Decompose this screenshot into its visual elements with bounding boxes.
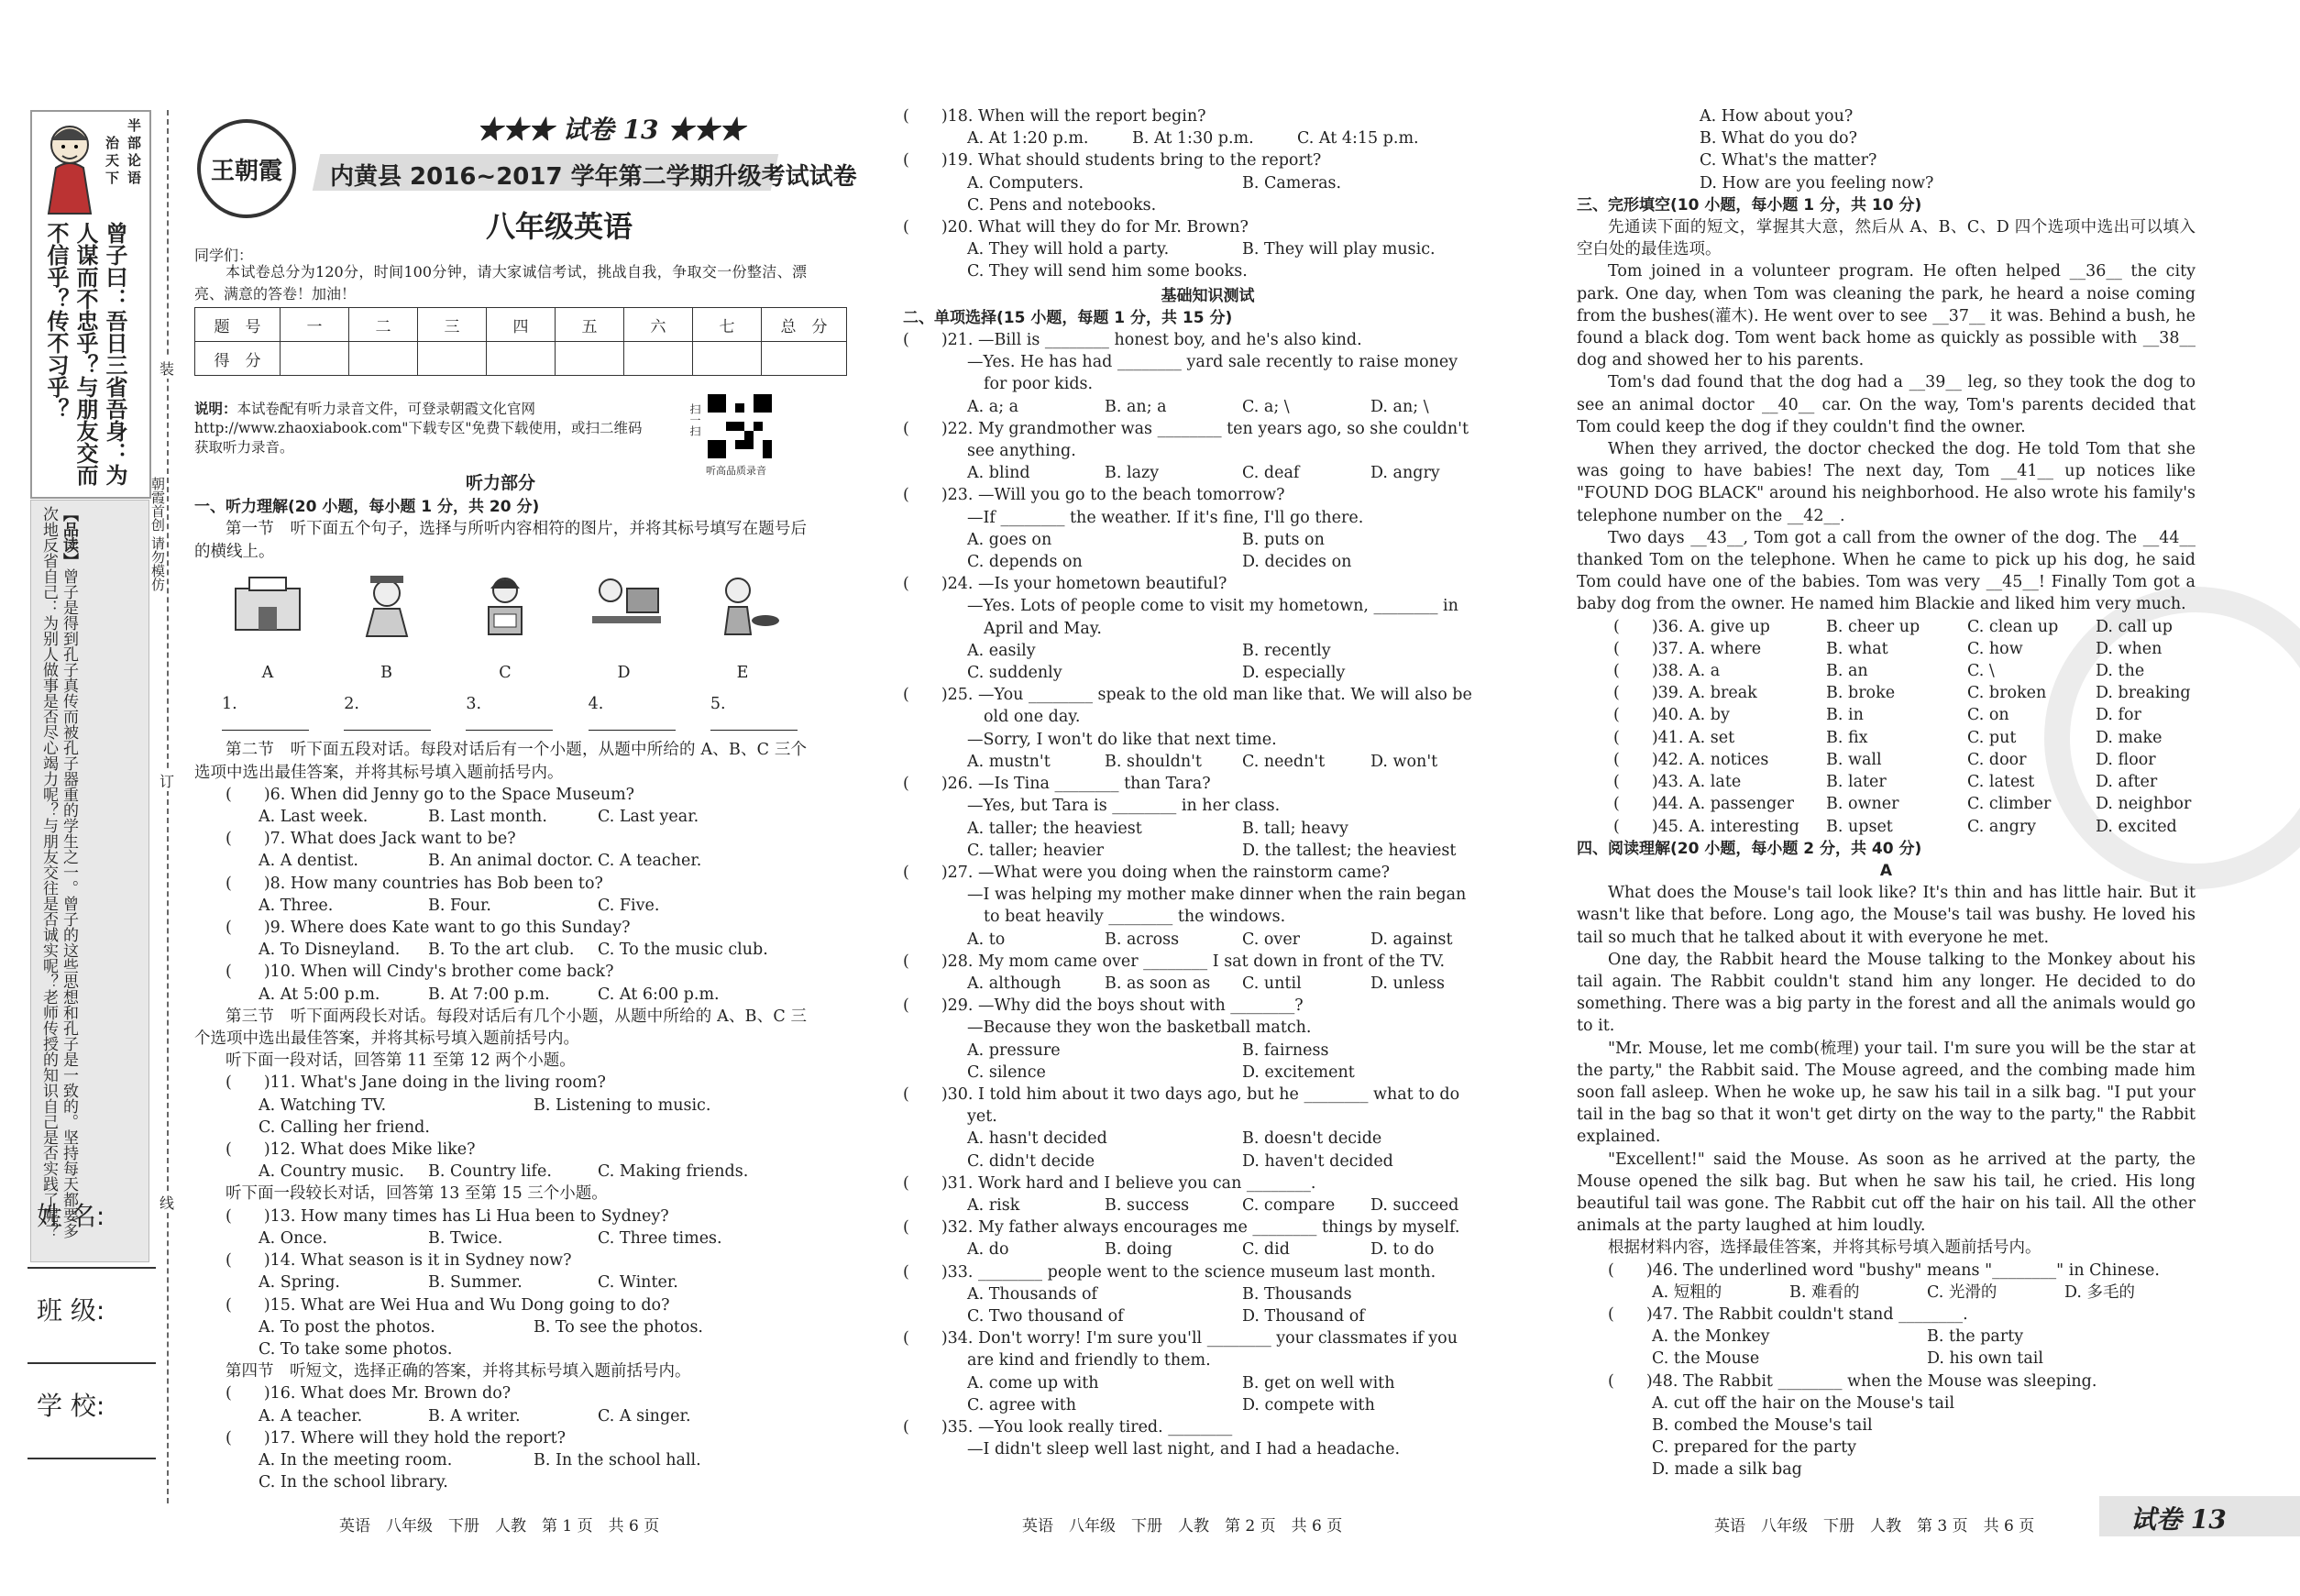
option-row: A. They will hold a party. B. They will play music. [967,240,1436,259]
option-row: A. A teacher. B. A writer. C. A singer. [259,1406,691,1425]
option-row: A. come up with B. get on well with [967,1373,1395,1392]
paper-number: ★★★ 试卷 13 ★★★ [477,115,745,145]
score-header-cell: 二 [349,308,418,342]
logo-text: 王朝霞 [210,157,282,185]
question-text: ( )17. Where will they hold the report? [226,1428,567,1447]
school-label: 学 校: [37,1391,105,1421]
question-text: —Yes. Lots of people come to visit my hometown, ________ in [967,597,1458,616]
part3-instruction: 第三节 听下面两段长对话。每段对话后有几个小题，从题中所给的 A、B、C 三个选项中选出最佳答案，并将其标号填入题前括号内。 [194,1007,807,1049]
note-body: 本试卷配有听力录音文件，可登录朝霞文化官网 http://www.zhaoxiabook.com"下载专区"免费下载使用，或扫二维码获取听力录音。 [194,401,643,456]
option-row: A. blind B. lazy C. deaf D. angry [967,464,1440,483]
name-label: 姓 名: [37,1201,105,1231]
question-text: ( )11. What's Jane doing in the living room? [226,1073,606,1093]
score-row [195,342,847,376]
pic-label: B [380,663,392,682]
picture-a [222,570,314,662]
question-text: ( )23. —Will you go to the beach tomorrow? [903,486,1285,505]
option-row: C. suddenly D. especially [967,664,1346,683]
option-row: A. Three. B. Four. C. Five. [259,896,660,915]
option-row: D. made a silk bag [1652,1460,1802,1480]
picture-d [578,570,670,662]
question-text: ( )10. When will Cindy's brother come back? [226,963,614,982]
cloze-option-row: ( )45. A. interesting B. upset C. angry D. excited [1613,817,2177,836]
question-text: ( )33. ________ people went to the science museum last month. [903,1262,1436,1282]
page3-body [1577,105,2195,1481]
score-cell[interactable] [556,342,624,376]
sidebar-banner [30,110,151,499]
note-label: 说明： [194,400,237,417]
picture-labels [194,662,807,684]
pic-label: C [499,663,512,682]
picture-row [194,563,807,662]
reading-paragraph: One day, the Rabbit heard the Mouse talking to the Monkey about his tail again. The Rabbit couldn't stand him any longer. He decided to do something. There was a big party in the forest and all the animals would go to it. [1577,950,2195,1036]
qr-scan-label: 扫一扫 [688,403,701,436]
answer-blank[interactable] [466,715,553,731]
cloze-option-row: ( )38. A. a B. an C. \ D. the [1613,662,2145,681]
question-text: are kind and friendly to them. [967,1351,1211,1370]
cloze-option-row: ( )37. A. where B. what C. how D. when [1613,639,2162,658]
cinema-icon [226,570,309,634]
listening-title: 听力部分 [465,473,535,493]
option-row: C. In the school library. [259,1473,448,1492]
option-row: A. Once. B. Twice. C. Three times. [259,1228,722,1248]
option-row: A. 短粗的 B. 难看的 C. 光滑的 D. 多毛的 [1652,1282,2136,1302]
question-text: ( )21. —Bill is ________ honest boy, and he's also kind. [903,331,1362,350]
option-row: A. In the meeting room. B. In the school hall. [259,1450,701,1469]
score-cell[interactable] [281,342,349,376]
option-row: C. Pens and notebooks. [967,195,1157,215]
question-text: ( )22. My grandmother was ________ ten years ago, so she couldn't [903,419,1469,438]
question-text: ( )8. How many countries has Bob been to? [226,874,603,893]
section3-heading: 三、完形填空(10 小题，每小题 1 分，共 10 分) [1577,195,1922,215]
page1-footer: 英语 八年级 下册 人教 第 1 页 共 6 页 [339,1517,660,1535]
cloze-option-row: ( )42. A. notices B. wall C. door D. floor [1613,750,2156,769]
cloze-paragraph: Two days __43__, Tom got a call from the owner of the dog. The __44__ thanked Tom on the telephone. When he came to pick up his dog, he said Tom could have one of the babies. Tom was very __45__! Finally Tom got a baby dog from the owner. He named him Blackie and liked him very much. [1577,528,2195,614]
option-row: A. do B. doing C. did D. to do [967,1240,1435,1260]
page2-footer: 英语 八年级 下册 人教 第 2 页 共 6 页 [1022,1517,1343,1535]
option-row: A. Last week. B. Last month. C. Last year. [259,808,699,827]
option-row: A. Spring. B. Summer. C. Winter. [259,1273,678,1293]
option-row: C. depends on D. decides on [967,553,1352,572]
answer-blank[interactable] [344,715,431,731]
reading-paragraph: "Mr. Mouse, let me comb(梳理) your tail. I'm sure you will be the star at the party," the Rabbit said. The Mouse agreed, and the combing made him soon fall asleep. When he woke up, he saw his tail in a silk bag. "I put your tail in the bag so that it won't get dirty on the way to the party," the Rabbit explained. [1577,1039,2195,1147]
option-row: A. At 1:20 p.m. B. At 1:30 p.m. C. At 4:15 p.m. [967,129,1419,149]
score-header-cell: 一 [281,308,349,342]
option-row: C. They will send him some books. [967,262,1248,281]
question-text: for poor kids. [984,375,1094,394]
reading-paragraph: "Excellent!" said the Mouse. As soon as he arrived at the party, the Mouse opened the silk bag. But when he saw his tail, he cried. His long beautiful tail was gone. The Rabbit cut off the hair on his tail. All the other animals at the party laughed at him loudly. [1577,1150,2195,1236]
question-text: ( )9. Where does Kate want to go this Sunday? [226,919,631,938]
cloze-option-row: ( )36. A. give up B. cheer up C. clean up D. call up [1613,617,2173,636]
question-text: ( )26. —Is Tina ________ than Tara? [903,775,1211,794]
option-row: A. taller; the heaviest B. tall; heavy [967,819,1348,838]
score-header-cell: 总 分 [762,308,847,342]
question-text: ( )27. —What were you doing when the rainstorm came? [903,863,1391,882]
vertical-note: 朝霞首创 请勿模仿 [149,477,166,591]
sidebar-book-subtitle: 治天下 [105,135,120,186]
cloze-paragraph: When they arrived, the doctor checked the dog. He told Tom that she was going to have babies! The next day, Tom __41__ up notices like "FOUND DOG BLACK" around his neighborhood. He also wrote his family's telephone number on the __42__. [1577,440,2195,525]
cloze-option-row: ( )41. A. set B. fix C. put D. make [1613,728,2162,747]
option-row: B. What do you do? [1700,129,1857,149]
option-row: D. How are you feeling now? [1700,173,1934,193]
question-text: to beat heavily ________ the windows. [984,908,1286,927]
question-text: old one day. [984,708,1081,727]
binding-mark-3: 线 [160,1192,174,1213]
cloze-paragraph: Tom joined in a volunteer program. He often helped __36__ the city park. One day, when Tom was cleaning the park, he heard a noise coming from the bushes(灌木). He went over to see __37__ it was. Behind a bush, he found a black dog. Tom went back home as quickly as possible with __38__ dog and showed her to his parents. [1577,262,2195,370]
pindu-label: 【品读】 [60,506,78,568]
option-row: A. Country music. B. Country life. C. Making friends. [259,1162,749,1182]
option-row: A. although B. as soon as C. until D. unless [967,974,1445,993]
question-text: ( )6. When did Jenny go to the Space Museum? [226,785,635,804]
option-row: A. hasn't decided B. doesn't decide [967,1129,1382,1149]
cloze-option-row: ( )40. A. by B. in C. on D. for [1613,706,2141,725]
pic-label: A [261,663,274,682]
question-text: —Yes, but Tara is ________ in her class. [967,797,1281,816]
part3a-instruction: 听下面一段对话，回答第 11 至第 12 两个小题。 [226,1051,576,1071]
option-row: C. What's the matter? [1700,151,1877,171]
question-text: ( )13. How many times has Li Hua been to Sydney? [226,1206,669,1226]
option-row: C. agree with D. compete with [967,1395,1375,1414]
question-text: —If ________ the weather. If it's fine, I'll go there. [967,508,1364,527]
question-text: April and May. [984,619,1102,638]
pic-label: D [617,663,631,682]
page1-body [194,472,807,1493]
sidebar-book-title: 半部论语 [127,117,142,186]
exam-title: 内黄县 2016~2017 学年第二学期升级考试试卷 [330,163,857,191]
question-text: ( )30. I told him about it two days ago, but he ________ what to do [903,1084,1460,1104]
question-text: ( )48. The Rabbit ________ when the Mouse was sleeping. [1608,1371,2097,1391]
school-field[interactable] [28,1458,156,1459]
score-header-cell: 题 号 [195,308,281,342]
answer-blanks: 1. 2. 3. 4. 5. [194,684,807,739]
page2-body [903,105,1513,1460]
score-header-row [195,308,847,342]
option-row: C. Two thousand of D. Thousand of [967,1306,1365,1326]
score-cell[interactable] [762,342,847,376]
option-row: C. taller; heavier D. the tallest; the heaviest [967,841,1457,860]
question-text: ( )15. What are Wei Hua and Wu Dong going to do? [226,1295,670,1315]
score-cell[interactable] [624,342,693,376]
option-row: A. How about you? [1700,107,1854,126]
answer-blank[interactable] [710,715,798,731]
score-header-cell: 五 [556,308,624,342]
part3b-instruction: 听下面一段较长对话，回答第 13 至第 15 三个小题。 [226,1184,608,1204]
basic-title: 基础知识测试 [1161,286,1255,305]
part1-instruction: 第一节 听下面五个句子，选择与所听内容相符的图片，并将其标号填写在题号后的横线上。 [194,520,807,561]
cloze-option-row: ( )44. A. passenger B. owner C. climber D. neighbor [1613,795,2192,814]
option-row: A. Computers. B. Cameras. [967,173,1342,193]
binding-mark-1: 装 [160,358,174,379]
sidebar-pindu [30,500,149,1262]
confucius-figure-icon [38,117,102,218]
logo-circle [197,119,296,218]
option-row: A. To Disneyland. B. To the art club. C. To the music club. [259,941,768,960]
sidebar [28,110,151,1522]
binding-line [167,110,169,1503]
girl-reading-icon [468,570,542,639]
question-text: ( )34. Don't worry! I'm sure you'll ________ your classmates if you [903,1329,1458,1348]
option-row: A. Watching TV. B. Listening to music. [259,1095,711,1115]
cloze-paragraph: Tom's dad found that the dog had a __39__ leg, so they took the dog to see an animal doctor __40__ car. On the way, Tom's parents decided that Tom could keep the dog if they couldn't find the owner. [1577,373,2195,436]
section1-heading: 一、听力理解(20 小题，每小题 1 分，共 20 分) [194,498,540,517]
option-row: C. Calling her friend. [259,1117,430,1137]
reading-paragraph: What does the Mouse's tail look like? It's thin and has little hair. But it wasn't like that before. Long ago, the Mouse's tail was bushy. He loved his tail so much that he talked about it with everyone he met. [1577,884,2195,947]
part2-instruction: 第二节 听下面五段对话。每段对话后有一个小题，从题中所给的 A、B、C 三个选项中选出最佳答案，并将其标号填入题前括号内。 [194,741,807,782]
page3-footer: 英语 八年级 下册 人教 第 3 页 共 6 页 [1714,1517,2035,1535]
question-text: ( )20. What will they do for Mr. Brown? [903,218,1249,237]
woman-cooking-icon [701,570,784,639]
option-row: A. To post the photos. B. To see the photos. [259,1317,703,1337]
option-row: C. the Mouse D. his own tail [1652,1349,2043,1369]
question-text: ( )29. —Why did the boys shout with ________? [903,996,1304,1016]
option-row: A. the Monkey B. the party [1652,1327,2024,1347]
greeting: 同学们： [194,247,254,264]
part4-instruction: 第四节 听短文，选择正确的答案，并将其标号填入题前括号内。 [226,1362,691,1381]
option-row: C. prepared for the party [1652,1438,1857,1458]
question-text: ( )46. The underlined word "bushy" means "________" in Chinese. [1608,1260,2160,1280]
score-cell[interactable] [487,342,556,376]
question-text: yet. [967,1107,997,1127]
option-row: C. didn't decide D. haven't decided [967,1151,1393,1171]
option-row: A. Thousands of B. Thousands [967,1284,1352,1304]
binding-mark-2: 订 [160,770,174,791]
corner-label: 试卷 13 [2130,1504,2227,1535]
pic-label: E [736,663,749,682]
note-text [194,399,644,457]
qr-caption: 听高品质录音 [706,465,766,477]
question-text: ( )18. When will the report begin? [903,107,1206,126]
option-row: A. At 5:00 p.m. B. At 7:00 p.m. C. At 6:00 p.m. [259,985,720,1004]
score-row-label: 得 分 [195,342,281,376]
option-row: A. A dentist. B. An animal doctor. C. A teacher. [259,852,702,871]
score-header-cell: 四 [487,308,556,342]
section3-intro: 先通读下面的短文，掌握其大意，然后从 A、B、C、D 四个选项中选出可以填入空白处的最佳选项。 [1577,218,2195,259]
option-row: B. combed the Mouse's tail [1652,1415,1873,1435]
score-cell[interactable] [418,342,487,376]
question-text: —Yes. He has had ________ yard sale recently to raise money [967,353,1458,372]
man-hat-icon [350,570,424,639]
picture-c [459,570,551,662]
picture-e [697,570,788,662]
question-text: ( )47. The Rabbit couldn't stand ________. [1608,1304,1968,1324]
cloze-option-row: ( )39. A. break B. broke C. broken D. breaking [1613,684,2191,703]
option-row: A. mustn't B. shouldn't C. needn't D. won't [967,752,1438,771]
name-field[interactable] [28,1267,156,1269]
question-text: ( )28. My mom came over ________ I sat down in front of the TV. [903,952,1446,971]
question-text: ( )25. —You ________ speak to the old man like that. We will also be [903,686,1472,705]
option-row: A. goes on B. puts on [967,530,1325,549]
score-header-cell: 七 [693,308,762,342]
subject-title: 八年级英语 [486,209,633,244]
cloze-option-row: ( )43. A. late B. later C. latest D. after [1613,773,2158,792]
option-row: A. pressure B. fairness [967,1040,1329,1060]
score-table [194,307,847,376]
question-text: ( )19. What should students bring to the report? [903,151,1322,171]
question-text: see anything. [967,442,1076,461]
question-text: ( )32. My father always encourages me ________ things by myself. [903,1218,1460,1238]
sidebar-quote: 曾子曰：吾日三省吾身：为人谋而不忠乎？与朋友交而不信乎？传不习乎？ [43,222,127,486]
boy-computer-icon [583,570,666,639]
question-text: ( )35. —You look really tired. ________ [903,1417,1233,1436]
picture-b [341,570,433,662]
option-row: C. silence D. excitement [967,1062,1355,1082]
option-row: A. easily B. recently [967,641,1331,660]
score-cell[interactable] [349,342,418,376]
class-field[interactable] [28,1362,156,1364]
question-text: —Because they won the basketball match. [967,1018,1312,1038]
class-label: 班 级: [37,1295,105,1326]
question-text: ( )7. What does Jack want to be? [226,830,516,849]
reading-instruction: 根据材料内容，选择最佳答案，并将其标号填入题前括号内。 [1608,1238,2041,1258]
score-header-cell: 六 [624,308,693,342]
option-row: C. To take some photos. [259,1339,453,1359]
section2-heading: 二、单项选择(15 小题，每题 1 分，共 15 分) [903,308,1233,327]
corner-tab [2099,1496,2300,1536]
section4-heading: 四、阅读理解(20 小题，每小题 2 分，共 40 分) [1577,839,1922,858]
question-text: ( )31. Work hard and I believe you can ________. [903,1173,1316,1193]
qr-code-icon[interactable] [708,394,772,458]
question-text: ( )16. What does Mr. Brown do? [226,1384,512,1403]
pindu-text: 曾子是得到孔子真传而被孔子器重的学生之一。曾子的这些思想和孔子是一致的。坚持每天都要多次地反省自己：为别人做事是否尽心竭力呢？与朋友交往是否诚实呢？老师传授的知识自己是否实践了呢？ [39,506,78,1238]
passage-label: A [1879,861,1893,880]
question-text: —I didn't sleep well last night, and I had a headache. [967,1440,1401,1459]
option-row: A. risk B. success C. compare D. succeed [967,1195,1459,1215]
question-text: ( )24. —Is your hometown beautiful? [903,575,1227,594]
score-header-cell: 三 [418,308,487,342]
option-row: A. cut off the hair on the Mouse's tail [1652,1393,1955,1413]
answer-blank[interactable] [222,715,309,731]
question-text: —Sorry, I won't do like that next time. [967,730,1277,749]
answer-blank[interactable] [589,715,676,731]
question-text: ( )12. What does Mike like? [226,1140,476,1160]
question-text: —I was helping my mother make dinner when the rain began [967,886,1467,905]
question-text: ( )14. What season is it in Sydney now? [226,1251,572,1271]
option-row: A. a; a B. an; a C. a; \ D. an; \ [967,397,1429,416]
score-cell[interactable] [693,342,762,376]
option-row: A. to B. across C. over D. against [967,930,1453,949]
intro-text: 本试卷总分为120分，时间100分钟，请大家诚信考试，挑战自我，争取交一份整洁、漂亮、满意的答卷！加油！ [194,263,807,303]
